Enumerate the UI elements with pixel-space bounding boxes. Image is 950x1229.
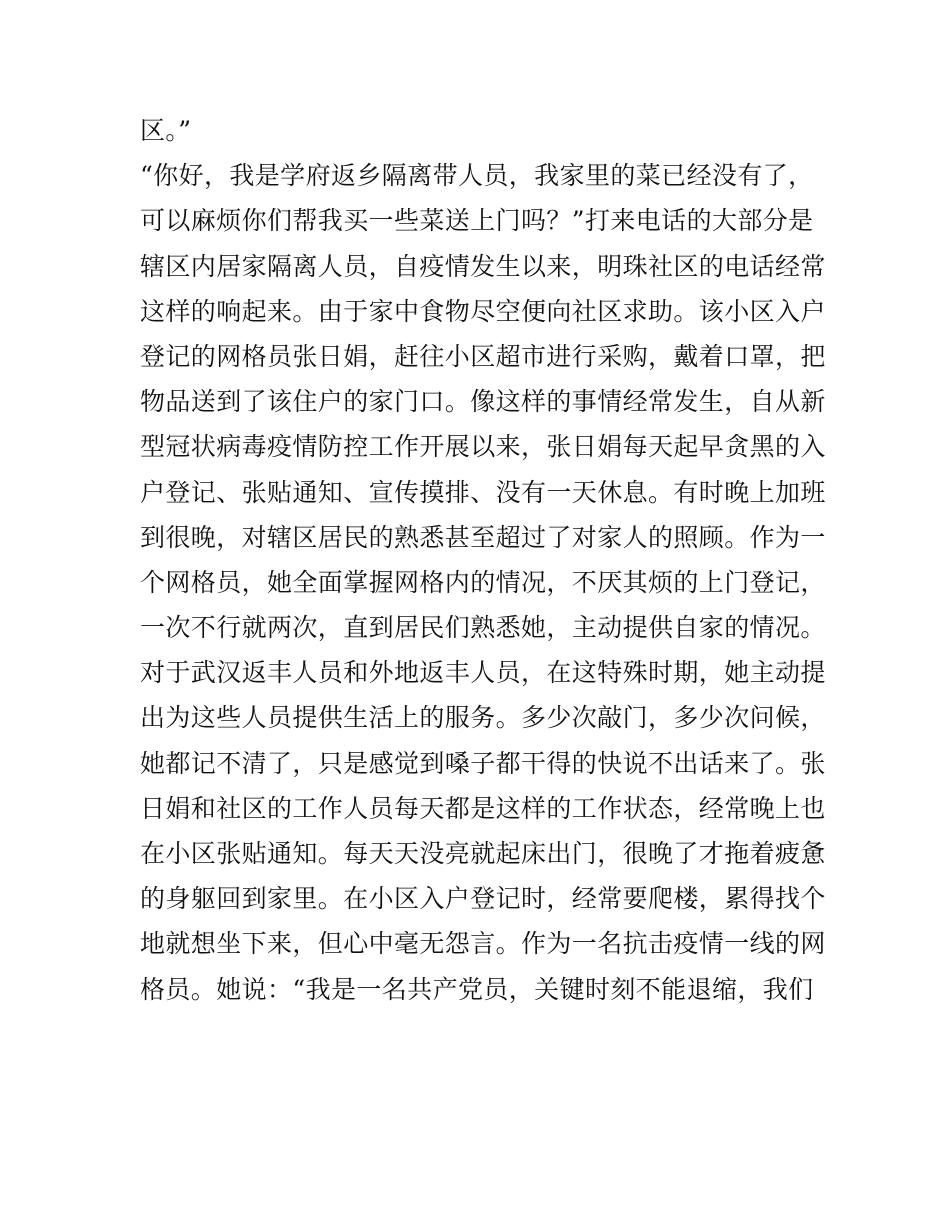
text-line: 辖区内居家隔离人员，自疫情发生以来，明珠社区的电话经常 [140,251,826,281]
text-line: “你好，我是学府返乡隔离带人员，我家里的菜已经没有了， [140,161,814,191]
text-line: 她都记不清了，只是感觉到嗓子都干得的快说不出话来了。张 [140,748,826,778]
text-line: 对于武汉返丰人员和外地返丰人员，在这特殊时期，她主动提 [140,658,826,688]
text-line: 登记的网格员张日娟，赶往小区超市进行采购，戴着口罩，把 [140,341,826,371]
text-line: 在小区张贴通知。每天天没亮就起床出门，很晚了才拖着疲惫 [140,839,826,868]
text-line: 物品送到了该住户的家门口。像这样的事情经常发生，自从新 [140,387,826,417]
text-line: 可以麻烦你们帮我买一些菜送上门吗？”打来电话的大部分是 [140,206,814,236]
text-line: 型冠状病毒疫情防控工作开展以来，张日娟每天起早贪黑的入 [140,432,826,462]
text-line: 出为这些人员提供生活上的服务。多少次敲门，多少次问候， [140,703,826,733]
text-line: 到很晚，对辖区居民的熟悉甚至超过了对家人的照顾。作为一 [140,522,826,552]
text-line: 地就想坐下来，但心中毫无怨言。作为一名抗击疫情一线的网 [140,929,826,959]
text-line: 格员。她说：“我是一名共产党员，关键时刻不能退缩，我们 [140,974,814,1004]
text-line: 一次不行就两次，直到居民们熟悉她，主动提供自家的情况。 [140,613,826,643]
text-line: 的身躯回到家里。在小区入户登记时，经常要爬楼，累得找个 [140,884,826,914]
text-line: 个网格员，她全面掌握网格内的情况，不厌其烦的上门登记， [140,567,826,597]
text-line: 日娟和社区的工作人员每天都是这样的工作状态，经常晚上也 [140,793,826,823]
text-line: 这样的响起来。由于家中食物尽空便向社区求助。该小区入户 [140,296,826,326]
body-text [140,108,830,1012]
text-line: 区。” [140,116,192,145]
text-line: 户登记、张贴通知、宣传摸排、没有一天休息。有时晚上加班 [140,477,826,507]
